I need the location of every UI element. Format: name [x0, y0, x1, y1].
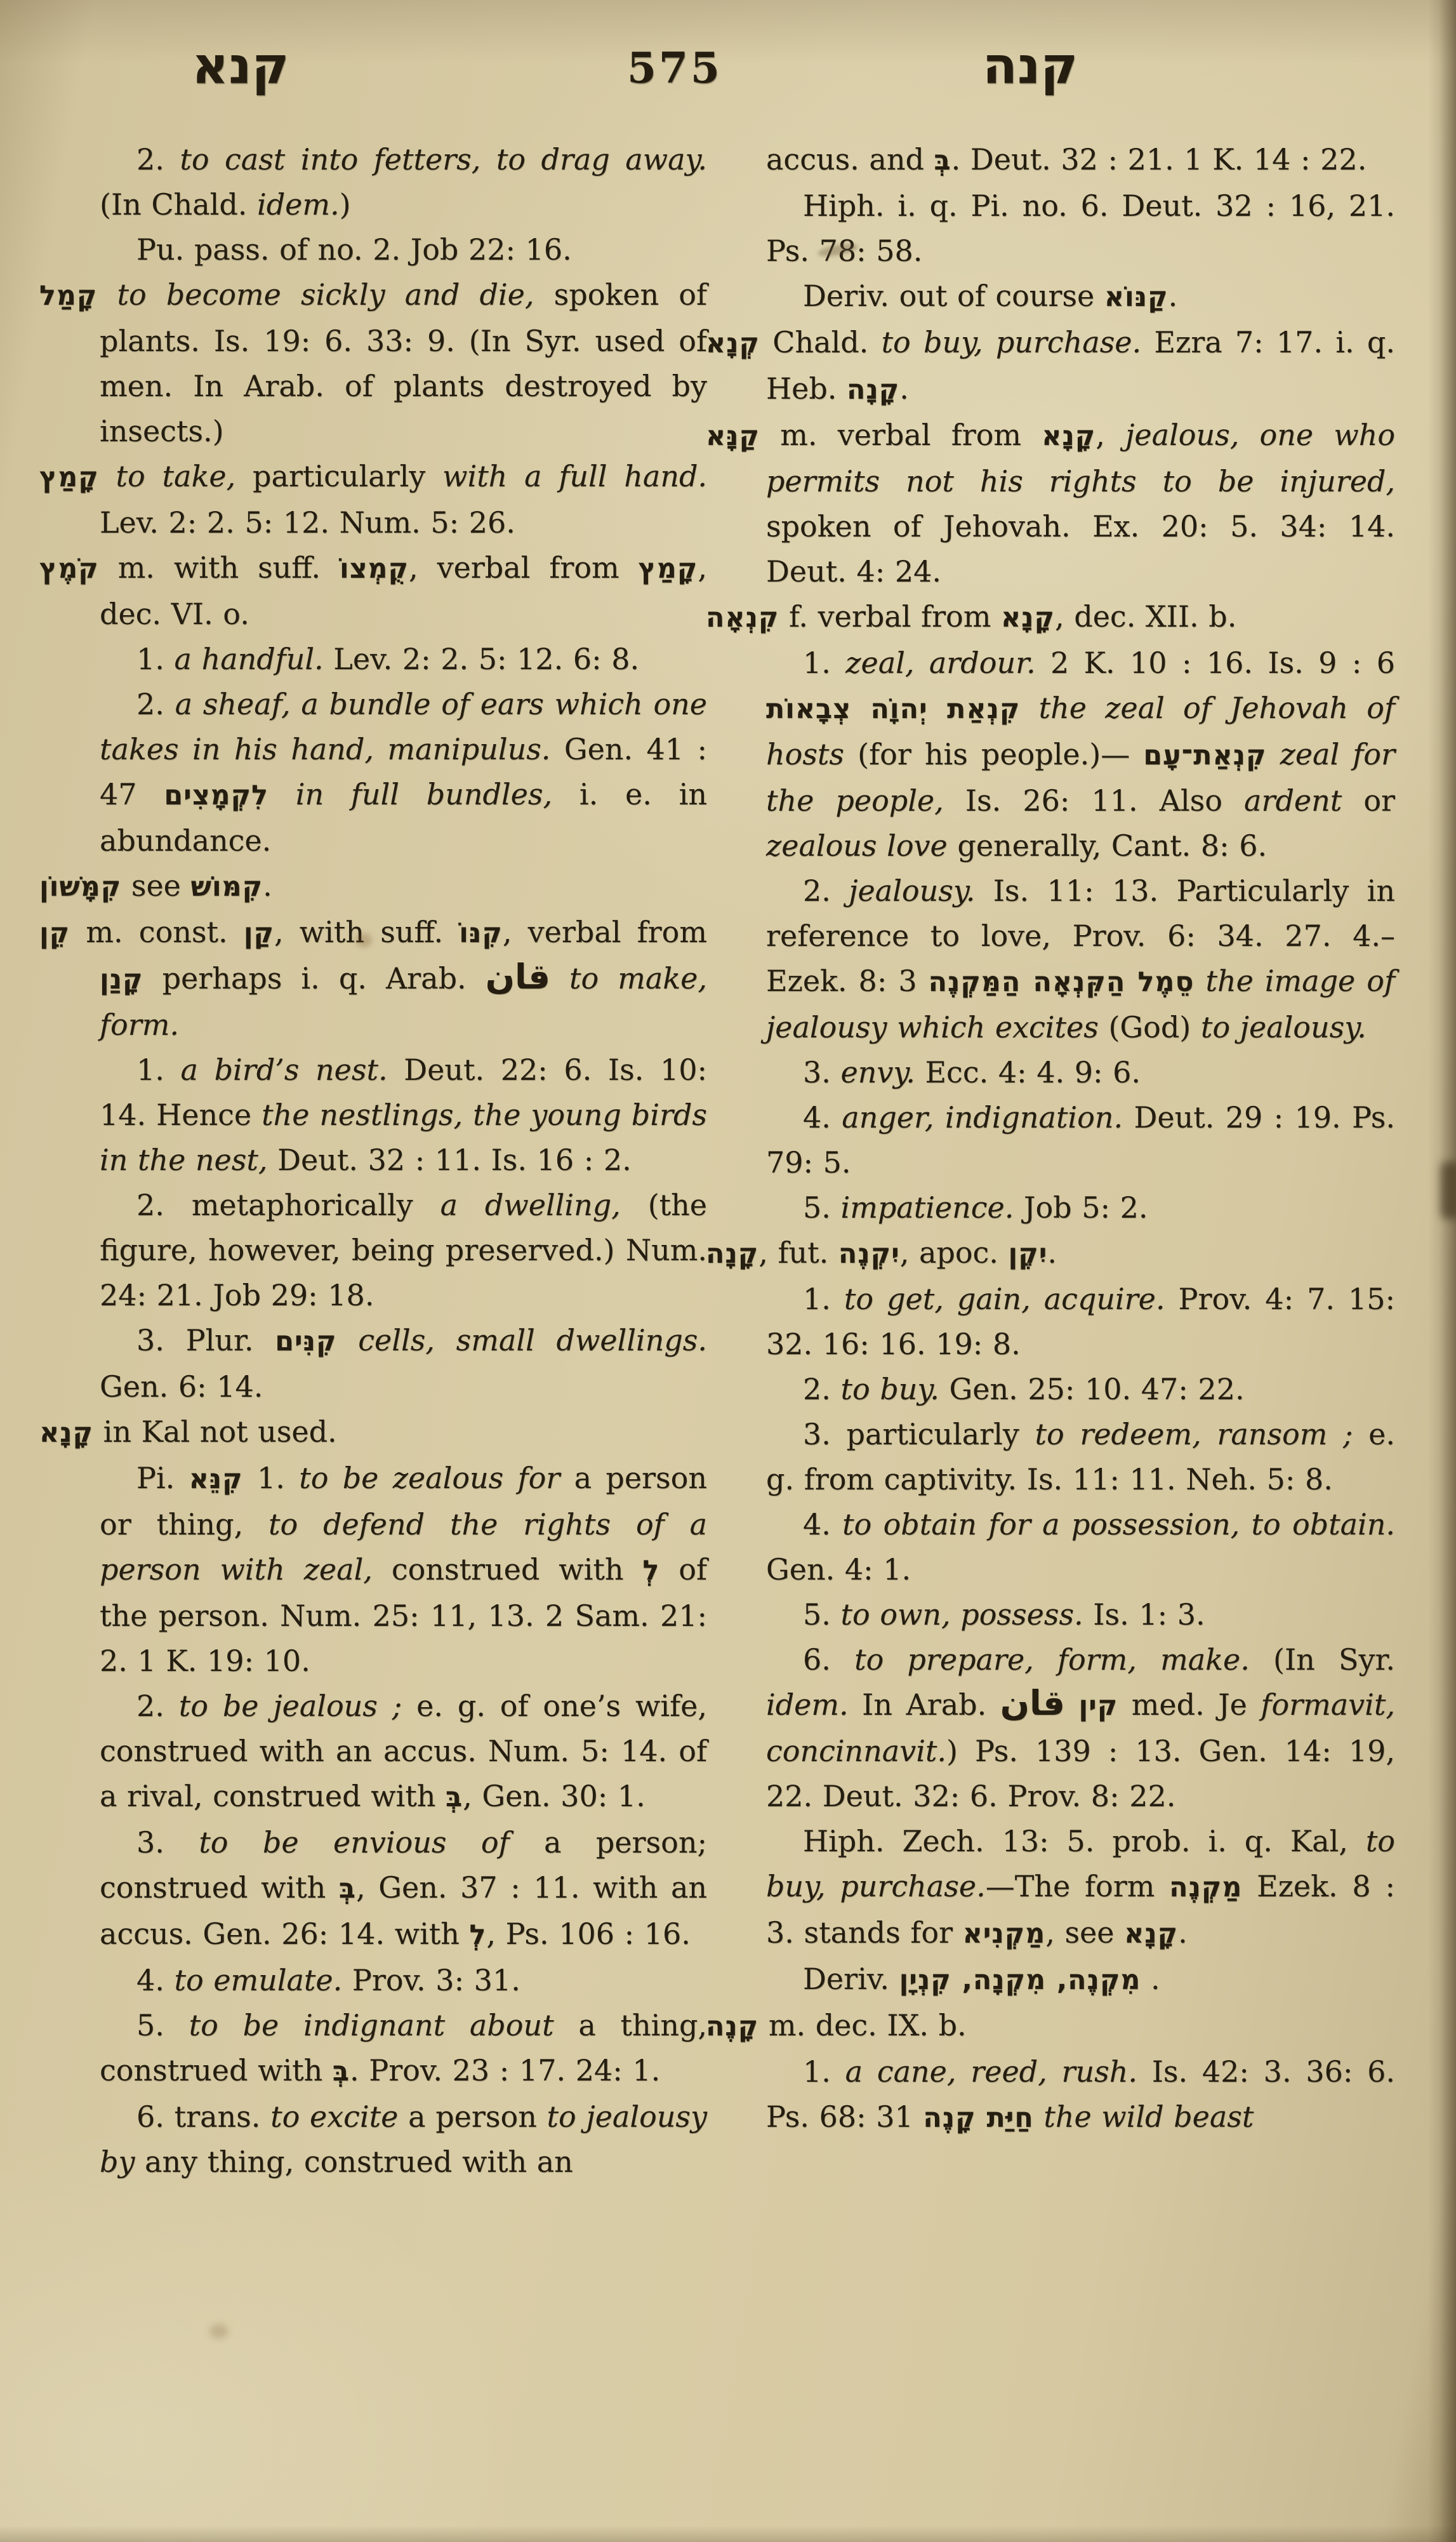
text-run: 1. [136, 642, 175, 676]
hebrew-word: קָמַץ [39, 462, 99, 493]
hebrew-word: בְּ [934, 145, 951, 176]
text-run: a cane, reed, rush. [845, 2054, 1137, 2089]
hebrew-word: קִנּוֹ [459, 917, 503, 949]
hebrew-word: לִקְמָצִים [164, 780, 268, 811]
sense-paragraph [766, 2049, 1395, 2141]
hebrew-word: קָנָה [847, 374, 900, 406]
text-run: construed with [372, 1552, 643, 1587]
text-run: m. verbal from [760, 418, 1042, 452]
hebrew-word: קַנָּא [706, 420, 760, 452]
text-run: (God) [1098, 1010, 1201, 1044]
text-run: e. g. from captivity. Is. 11: 11. Neh. 5: 8. [766, 1417, 1395, 1496]
entry-paragraph [39, 863, 707, 910]
text-run: Deut. 32 : 11. Is. 16 : 2. [267, 1143, 632, 1177]
text-run: 1. [803, 646, 846, 680]
sense-paragraph [100, 1318, 707, 1409]
text-run: to jealousy by [100, 2099, 707, 2179]
text-run [99, 459, 116, 493]
text-run: spoken of Jehovah. Ex. 20: 5. 34: 14. Deut. 4: 24. [766, 509, 1395, 589]
text-run: 3. particularly [803, 1417, 1035, 1451]
text-run: m. dec. IX. b. [758, 2008, 967, 2042]
text-run: . [1141, 1962, 1160, 1996]
text-run: . Deut. 32 : 21. 1 K. 14 : 22. [951, 142, 1367, 176]
entry-paragraph [706, 413, 1396, 594]
text-run: . [1178, 1915, 1188, 1950]
text-run: a bird’s nest. [180, 1053, 388, 1087]
text-run: to be envious of [199, 1825, 510, 1860]
text-run: . [1047, 1235, 1057, 1270]
text-run: to jealousy. [1200, 1010, 1367, 1044]
text-run: 3. [803, 1055, 841, 1089]
text-run: Is. 11: 13. Particularly in reference to love, Prov. 6: 34. 27. 4.–Ezek. 8: 3 [766, 874, 1395, 998]
hebrew-word: קָנַן [100, 964, 143, 995]
text-run [550, 961, 569, 995]
text-run: 6. trans. [136, 2099, 271, 2134]
text-run: to buy. [840, 1372, 939, 1406]
text-run: ) [339, 187, 351, 222]
text-run: (for his people.)— [844, 737, 1144, 771]
hebrew-word: קָנָה [706, 1238, 759, 1270]
text-run: to own, possess. [840, 1597, 1083, 1632]
sense-paragraph [766, 1502, 1395, 1592]
text-run: zealous love [766, 828, 948, 863]
text-run: Job 5: 2. [1014, 1190, 1148, 1225]
hebrew-word: יִקְנֶה [838, 1238, 900, 1270]
hebrew-word: קָנֶה [706, 2011, 759, 2042]
hebrew-word: קִנְאָה [706, 602, 779, 634]
hebrew-word: יִקֶן [1008, 1238, 1048, 1270]
sense-paragraph [766, 868, 1395, 1050]
sense-paragraph [766, 1637, 1395, 1819]
sense-paragraph [766, 183, 1395, 274]
text-run: 5. [803, 1190, 841, 1225]
sense-paragraph [100, 682, 707, 863]
hebrew-word: קָנָא [1124, 1918, 1179, 1950]
sense-paragraph [100, 1820, 707, 1958]
hebrew-word: לְ [642, 1555, 660, 1587]
text-run: , fut. [758, 1235, 838, 1270]
text-run: ) Ps. 139 : 13. Gen. 14: 19, 22. Deut. 32: 6. Prov. 8: 22. [766, 1734, 1395, 1813]
text-run: cells, small dwellings. [358, 1323, 707, 1357]
text-run: , with suff. [274, 915, 460, 949]
text-run: Hiph. Zech. 13: 5. prob. i. q. Kal, [803, 1824, 1366, 1858]
text-run: 4. [803, 1100, 842, 1135]
text-run: to prepare, form, make. [854, 1642, 1250, 1677]
text-run: Is. 1: 3. [1083, 1597, 1205, 1632]
text-run: particularly [235, 459, 443, 493]
sense-paragraph [766, 1412, 1395, 1502]
text-run: Gen. 4: 1. [766, 1552, 911, 1587]
text-run: spoken of plants. Is. 19: 6. 33: 9. (In Syr. used of men. In Arab. of plants destroyed by insects.) [100, 277, 707, 448]
text-run [97, 277, 117, 312]
text-run: e. g. of one’s wife, construed with an accus. Num. 5: 14. of a rival, construed with [100, 1689, 707, 1813]
entry-paragraph [39, 272, 707, 454]
text-run: to be zealous for [299, 1461, 560, 1495]
text-run: to make, form. [100, 961, 707, 1042]
sense-paragraph [100, 637, 707, 682]
text-run: 1. [803, 1282, 844, 1316]
entry-paragraph [39, 1409, 707, 1456]
text-run: 2. [136, 142, 180, 176]
text-run: see [121, 868, 191, 903]
text-run: In Arab. [848, 1687, 1000, 1722]
text-run [268, 777, 296, 811]
hebrew-word: קֵן [39, 917, 70, 949]
text-run: 4. [136, 1963, 175, 1997]
text-run: Deut. 22: 6. Is. 10: 14. Hence [100, 1053, 707, 1132]
hebrew-word: קִמָּשׁוֹן [39, 871, 122, 903]
sense-paragraph [766, 137, 1395, 183]
text-run: 5. [803, 1597, 841, 1632]
sense-paragraph [766, 1185, 1395, 1230]
hebrew-word: קָמַץ [638, 553, 698, 585]
hebrew-word: קֹמֶץ [39, 553, 99, 585]
entry-paragraph [39, 545, 707, 637]
text-run: 1. [242, 1461, 300, 1495]
text-run: Ecc. 4: 4. 9: 6. [915, 1055, 1141, 1089]
sense-paragraph [100, 2094, 707, 2185]
text-run: Ezek. 8 : 3. stands for [766, 1869, 1395, 1950]
text-run: (the figure, however, being preserved.) Num. 24: 21. Job 29: 18. [100, 1188, 708, 1312]
text-run: , dec. XII. b. [1055, 599, 1237, 634]
sense-paragraph [100, 1183, 707, 1318]
text-run: 1. [136, 1053, 181, 1087]
sense-paragraph [766, 1957, 1395, 2003]
text-run: , verbal from [409, 550, 639, 585]
hebrew-word: מִקְנֶה, מִקְנָה, קִנְיָן [899, 1964, 1141, 1996]
text-run: Lev. 2: 2. 5: 12. Num. 5: 26. [100, 505, 515, 540]
text-run: Deriv. out of course [803, 279, 1104, 313]
text-run: zeal, ardour. [845, 646, 1036, 680]
text-run: , apoc. [899, 1235, 1009, 1270]
text-run: 4. [803, 1507, 843, 1541]
hebrew-word: קִנִּים [275, 1326, 337, 1357]
sense-paragraph [100, 2003, 707, 2094]
text-run: Gen. 41 : 47 [100, 732, 707, 811]
text-run: zeal for the people, [766, 737, 1395, 818]
text-run: generally, Cant. 8: 6. [947, 828, 1267, 863]
text-run: 5. [136, 2008, 189, 2042]
page-bottom-shadow [0, 2525, 1456, 2542]
text-run: f. verbal from [779, 599, 1001, 634]
page-stain [209, 2324, 228, 2339]
text-run: the nestlings, the young birds in the nest, [100, 1098, 707, 1177]
text-run [1194, 964, 1205, 998]
hebrew-word: קִנֵּא [189, 1463, 243, 1495]
text-run: (In Syr. [1249, 1642, 1396, 1677]
text-run: , Ps. 106 : 16. [486, 1917, 691, 1951]
hebrew-word: מַקְנֶה [1169, 1872, 1243, 1903]
text-run: 1. [803, 2054, 845, 2089]
text-run: a dwelling, [440, 1188, 621, 1222]
hebrew-word: לְ [469, 1919, 487, 1951]
text-run: —The form [985, 1869, 1170, 1903]
text-run: 2. metaphorically [136, 1188, 440, 1222]
text-run: , dec. VI. o. [100, 550, 707, 631]
sense-paragraph [100, 1456, 707, 1684]
text-run: Hiph. i. q. Pi. no. 6. Deut. 32 : 16, 21. Ps. 78: 58. [766, 189, 1395, 268]
sense-paragraph [766, 1819, 1395, 1957]
text-run: , verbal from [502, 915, 707, 949]
text-run: i. e. in abundance. [100, 777, 708, 858]
text-run: to emulate. [174, 1963, 343, 1997]
text-run: a handful. [174, 642, 324, 676]
text-run: 2. [136, 1689, 179, 1723]
text-run: to defend the rights of a person with zeal, [100, 1507, 707, 1587]
text-run [1267, 737, 1280, 771]
text-run: . [263, 868, 272, 903]
text-run [337, 1323, 359, 1357]
header-hebrew-left: קנא [192, 36, 289, 95]
sense-paragraph [100, 227, 707, 272]
text-run: to be indignant about [189, 2008, 554, 2042]
text-run: to buy, purchase. [881, 325, 1142, 359]
text-run: to become sickly and die, [117, 277, 534, 312]
text-run: Gen. 6: 14. [100, 1369, 263, 1404]
text-run: to cast into fetters, to drag away. [180, 142, 707, 176]
text-run: idem. [766, 1687, 849, 1722]
text-run: jealous, one who permits not his rights to be injured, [766, 418, 1396, 498]
hebrew-word: בְּ [446, 1781, 463, 1813]
sense-paragraph [766, 641, 1395, 868]
text-run: . Prov. 23 : 17. 24: 1. [350, 2053, 661, 2087]
hebrew-word: קִנְאַת יְהוָֹה צְבָאוֹת [766, 693, 1021, 725]
text-run: . [1168, 279, 1178, 313]
text-run: any thing, construed with an [135, 2145, 573, 2179]
text-run: in Kal not used. [93, 1414, 337, 1449]
text-run: jealousy. [849, 874, 976, 908]
text-run [1065, 1687, 1079, 1722]
text-run: Pu. pass. of no. 2. Job 22: 16. [136, 232, 572, 267]
text-run: Ezra 7: 17. i. q. Heb. [766, 325, 1395, 406]
text-run: Deriv. [803, 1962, 899, 1996]
text-run: ardent [1244, 783, 1342, 818]
page-edge-shadow [1428, 0, 1456, 2542]
sense-paragraph [766, 1050, 1395, 1095]
column-right [706, 137, 1395, 2141]
text-run: a thing, construed with [100, 2008, 708, 2087]
header-hebrew-right: קנה [983, 36, 1078, 95]
text-run: . [899, 371, 909, 406]
hebrew-word: בְּ [338, 1873, 356, 1905]
hebrew-word: קָמַל [39, 280, 98, 312]
text-run: 2 K. 10 : 16. Is. 9 : 6 [1035, 646, 1395, 680]
hebrew-word: מַקְנִיא [962, 1918, 1046, 1950]
page-number: 575 [627, 43, 722, 93]
text-run: 3. [136, 1825, 199, 1860]
sense-paragraph [766, 274, 1395, 320]
text-run: the zeal of Jehovah of hosts [766, 691, 1395, 771]
text-run: Prov. 4: 7. 15: 32. 16: 16. 19: 8. [766, 1282, 1395, 1361]
text-run: a person [398, 2099, 547, 2134]
text-run: anger, indignation. [842, 1100, 1123, 1135]
text-run: Is. 42: 3. 36: 6. Ps. 68: 31 [766, 2054, 1396, 2134]
entry-paragraph [706, 320, 1395, 413]
text-run: Prov. 3: 31. [342, 1963, 520, 1997]
text-run: or [1342, 783, 1395, 818]
arabic-word: قان [485, 957, 550, 997]
text-run: Chald. [760, 325, 882, 359]
hebrew-word: קֻמְצוֹ [339, 553, 409, 585]
text-run: Is. 26: 11. Also [943, 783, 1245, 818]
hebrew-word: קָנָא [39, 1417, 94, 1449]
text-run: in full bundles, [295, 777, 553, 811]
hebrew-word: בְּ [332, 2056, 350, 2087]
text-run: 3. Plur. [136, 1323, 275, 1357]
sense-paragraph [766, 1095, 1395, 1185]
text-run: to take, [116, 459, 236, 493]
text-run: to redeem, ransom ; [1035, 1417, 1353, 1451]
text-run: Lev. 2: 2. 5: 12. 6: 8. [323, 642, 640, 676]
text-run: perhaps i. q. Arab. [143, 961, 486, 995]
text-run: the wild beast [1043, 2099, 1254, 2134]
entry-paragraph [706, 594, 1395, 641]
text-run: the image of jealousy which excites [766, 964, 1396, 1044]
text-run: Deut. 29 : 19. Ps. 79: 5. [766, 1100, 1395, 1180]
hebrew-word: קָנָא [1042, 420, 1096, 452]
sense-paragraph [100, 1048, 707, 1183]
sense-paragraph [100, 1684, 707, 1820]
hebrew-word: סֵמֶל הַקִּנְאָה הַמַּקְנֶה [928, 966, 1195, 998]
text-run: to excite [270, 2099, 399, 2134]
page-header [0, 37, 1456, 132]
text-run: to buy, purchase. [766, 1824, 1395, 1903]
text-run: Pi. [136, 1461, 189, 1495]
text-run: m. with suff. [98, 550, 340, 585]
sense-paragraph [100, 137, 707, 227]
text-run: , Gen. 30: 1. [463, 1779, 645, 1813]
text-run: to get, gain, acquire. [844, 1282, 1165, 1316]
text-run: 2. [136, 687, 175, 721]
entry-paragraph [39, 454, 708, 545]
text-run: a person or thing, [100, 1461, 707, 1541]
hebrew-word: קָנָא [1001, 602, 1056, 634]
hebrew-word: קין [1078, 1690, 1118, 1722]
sense-paragraph [766, 1592, 1395, 1637]
text-run: idem. [257, 187, 340, 222]
text-run: med. Je [1118, 1687, 1261, 1722]
hebrew-word: קִנְאַת־עָם [1143, 740, 1267, 771]
hebrew-word: קַנּוֹא [1104, 281, 1168, 313]
text-run: , [1095, 418, 1126, 452]
sense-paragraph [766, 1367, 1395, 1412]
entry-paragraph [706, 1230, 1395, 1277]
text-run: envy. [840, 1055, 915, 1089]
text-run: of the person. Num. 25: 11, 13. 2 Sam. 21: 2. 1 K. 19: 10. [100, 1552, 708, 1678]
text-run: , see [1045, 1915, 1125, 1950]
text-run [1020, 691, 1038, 725]
text-run: to obtain for a possession, to obtain. [842, 1507, 1395, 1541]
text-run: 2. [803, 874, 849, 908]
text-run: a person; construed with [100, 1825, 707, 1905]
hebrew-word: קַן [243, 917, 274, 949]
entry-paragraph [39, 910, 707, 1048]
text-run: Gen. 25: 10. 47: 22. [939, 1372, 1245, 1406]
text-run: with a full hand. [442, 459, 708, 493]
text-run: a sheaf, a bundle of ears which one takes in his hand, manipulus. [100, 687, 708, 766]
text-run: , Gen. 37 : 11. with an accus. Gen. 26: 14. with [100, 1870, 707, 1951]
text-run: formavit, concinnavit. [766, 1687, 1395, 1768]
text-run [1034, 2099, 1044, 2134]
text-run: 6. [803, 1642, 855, 1677]
text-run: 2. [803, 1372, 841, 1406]
hebrew-word: קִמּוֹשׁ [190, 871, 263, 903]
text-run: impatience. [840, 1190, 1014, 1225]
text-run: to be jealous ; [178, 1689, 402, 1723]
column-left [39, 137, 707, 2185]
entry-paragraph [706, 2003, 1395, 2049]
text-run: m. const. [70, 915, 244, 949]
sense-paragraph [766, 1277, 1395, 1367]
arabic-word: قان [1000, 1683, 1065, 1723]
sense-paragraph [100, 1958, 707, 2003]
hebrew-word: קְנָא [706, 328, 760, 359]
text-run: (In Chald. [100, 187, 258, 222]
hebrew-word: חַיַּת קָנֶה [923, 2102, 1034, 2134]
text-run: accus. and [766, 142, 934, 176]
